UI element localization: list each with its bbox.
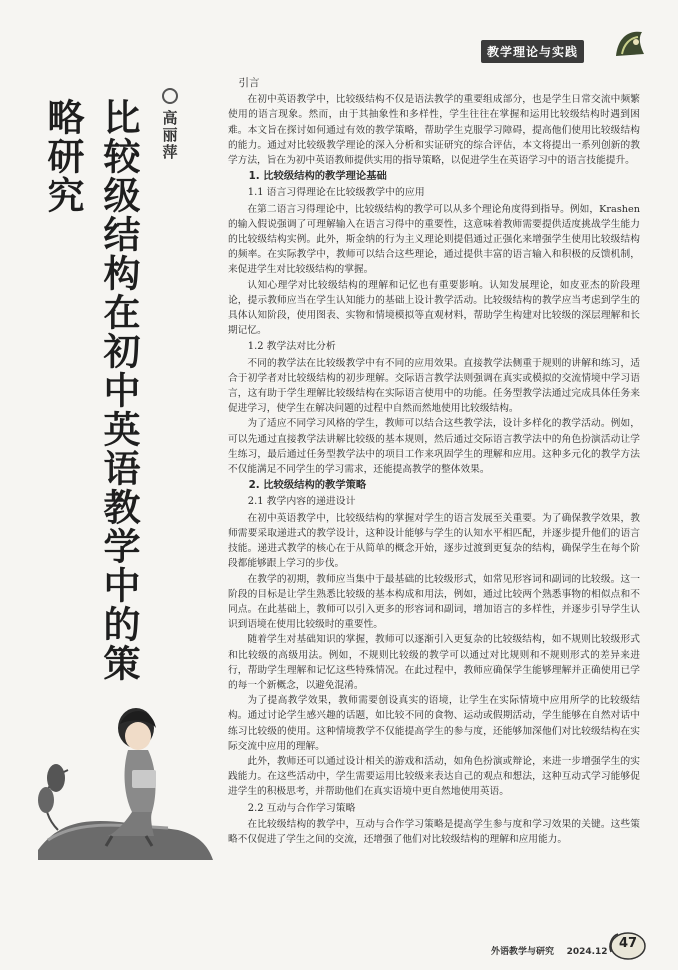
header-band: [481, 38, 633, 64]
reading-girl-illustration: [28, 700, 218, 870]
section-2-1-paragraph-4: 为了提高教学效果，教师需要创设真实的语境，让学生在实际情境中应用所学的比较级结构。通过讨论学生感兴趣的话题，如比较不同的食物、运动或假期活动，学生能够在自然对话中练习比较级的使用。这种情境教学不仅能提高学生的参与度，还能够加深他们对比较级结构在实际交流中应用的理解。: [228, 695, 640, 752]
article-title: 比较级结构在初中英语教学中的策略研究: [41, 98, 140, 683]
section-1-1-heading: 1.1 语言习得理论在比较级教学中的应用: [247, 187, 425, 199]
author-block: [154, 88, 186, 161]
footer-text: [491, 944, 608, 957]
journal-name: 外语教学与研究: [491, 947, 555, 957]
issue-date: 2024.12: [566, 947, 608, 957]
intro-heading: 引言: [238, 77, 260, 89]
author-name: 高丽萍: [160, 110, 179, 161]
author-marker-icon: [162, 88, 178, 104]
page-number-badge: [608, 930, 648, 962]
intro-paragraph: 在初中英语教学中，比较级结构不仅是语法教学的重要组成部分，也是学生日常交流中频繁使用的语言现象。然而，由于其抽象性和多样性，学生往往在掌握和运用比较级结构时遇到困难。本文旨在探讨如何通过有效的教学策略，帮助学生克服学习障碍，提高他们使用比较级结构的能力。通过对比较级教学理论的深入分析和实证研究的综合评估，本文将提出一系列创新的教学方法，旨在为初中英语教师提供实用的指导策略，以促进学生在英语学习中的语言技能提升。: [228, 94, 640, 167]
page-number: 47: [618, 936, 638, 951]
section-1-1-paragraph-2: 认知心理学对比较级结构的理解和记忆也有重要影响。认知发展理论，如皮亚杰的阶段理论，提示教师应当在学生认知能力的基础上设计教学活动。比较级结构的教学应当考虑到学生的具体认知阶段，使用图表、实物和情境模拟等直观材料，帮助学生构建对比较级的深层理解和长期记忆。: [228, 279, 640, 337]
section-1-2-paragraph-1: 不同的教学法在比较级教学中有不同的应用效果。直接教学法侧重于规则的讲解和练习，适合于初学者对比较级结构的初步理解。交际语言教学法则强调在真实或模拟的交流情境中学习语言，这有助于学生理解比较级结构在实际语言使用中的功能。任务型教学法通过完成具体任务来促进学习，使学生在解决问题的过程中自然而然地使用比较级结构。: [228, 357, 640, 415]
section-1-1-paragraph-1: 在第二语言习得理论中，比较级结构的教学可以从多个理论角度得到指导。例如，Krashen的输入假说强调了可理解输入在语言习得中的重要性，这意味着教师需要提供适度挑战学生能力的比较级结构实例。此外，斯金纳的行为主义理论则提倡通过正强化来增强学生使用比较级结构的频率。在实际教学中，教师可以结合这些理论，通过提供丰富的语言输入和积极的反馈机制，来促进学生对比较级结构的掌握。: [228, 203, 640, 276]
section-2-1-paragraph-2: 在教学的初期，教师应当集中于最基础的比较级形式，如常见形容词和副词的比较级。这一阶段的目标是让学生熟悉比较级的基本构成和用法，例如，通过比较两个熟悉事物的相似点和不同点。在此基础上，教师可以引入更多的形容词和副词，增加语言的多样性，并逐步引导学生认识到语境在使用比较级时的重要性。: [228, 573, 640, 631]
journal-logo-icon: [612, 28, 648, 62]
section-tag: 教学理论与实践: [481, 40, 584, 63]
section-2-1-heading: 2.1 教学内容的递进设计: [247, 496, 356, 508]
section-2-1-paragraph-3: 随着学生对基础知识的掌握，教师可以逐渐引入更复杂的比较级结构，如不规则比较级形式和比较级的高级用法。例如，不规则比较级的教学可以通过对比规则和不规则形式的差异来进行，帮助学生理解和记忆这些特殊情况。在此过程中，教师应确保学生能够理解并正确使用已学的每一个新概念，以避免混淆。: [228, 634, 640, 691]
section-2-1-paragraph-5: 此外，教师还可以通过设计相关的游戏和活动，如角色扮演或辩论，来进一步增强学生的实践能力。在这些活动中，学生需要运用比较级来表达自己的观点和想法，这种互动式学习能够促进学生的积极思考，并帮助他们在真实语境中更自然地使用英语。: [228, 755, 640, 798]
section-1-2-heading: 1.2 教学法对比分析: [247, 341, 336, 353]
section-1-2-paragraph-2: 为了适应不同学习风格的学生，教师可以结合这些教学法，设计多样化的教学活动。例如，可以先通过直接教学法讲解比较级的基本规则，然后通过交际语言教学法中的角色扮演活动让学生练习，最后通过任务型教学法中的项目工作来巩固学生的理解和应用。这种多元化的教学方法不仅能满足不同学生的学习需求，还能提高教学的整体效果。: [228, 418, 640, 476]
section-2-heading: 2. 比较级结构的教学策略: [248, 479, 367, 492]
section-2-2-paragraph-1: 在比较级结构的教学中，互动与合作学习策略是提高学生参与度和学习效果的关键。这些策略不仅促进了学生之间的交流，还增强了他们对比较级结构的理解和应用能力。: [228, 818, 640, 845]
section-2-2-heading: 2.2 互动与合作学习策略: [247, 802, 356, 814]
section-1-heading: 1. 比较级结构的教学理论基础: [248, 170, 387, 183]
article-body: [228, 76, 640, 928]
section-2-1-paragraph-1: 在初中英语教学中，比较级结构的掌握对学生的语言发展至关重要。为了确保教学效果，教师需要采取递进式的教学设计，这种设计能够与学生的认知水平相匹配，并逐步提升他们的语言技能。递进式教学的核心在于从简单的概念开始，逐步过渡到更复杂的结构，确保学生在每个阶段都能够跟上学习的步伐。: [228, 512, 640, 570]
